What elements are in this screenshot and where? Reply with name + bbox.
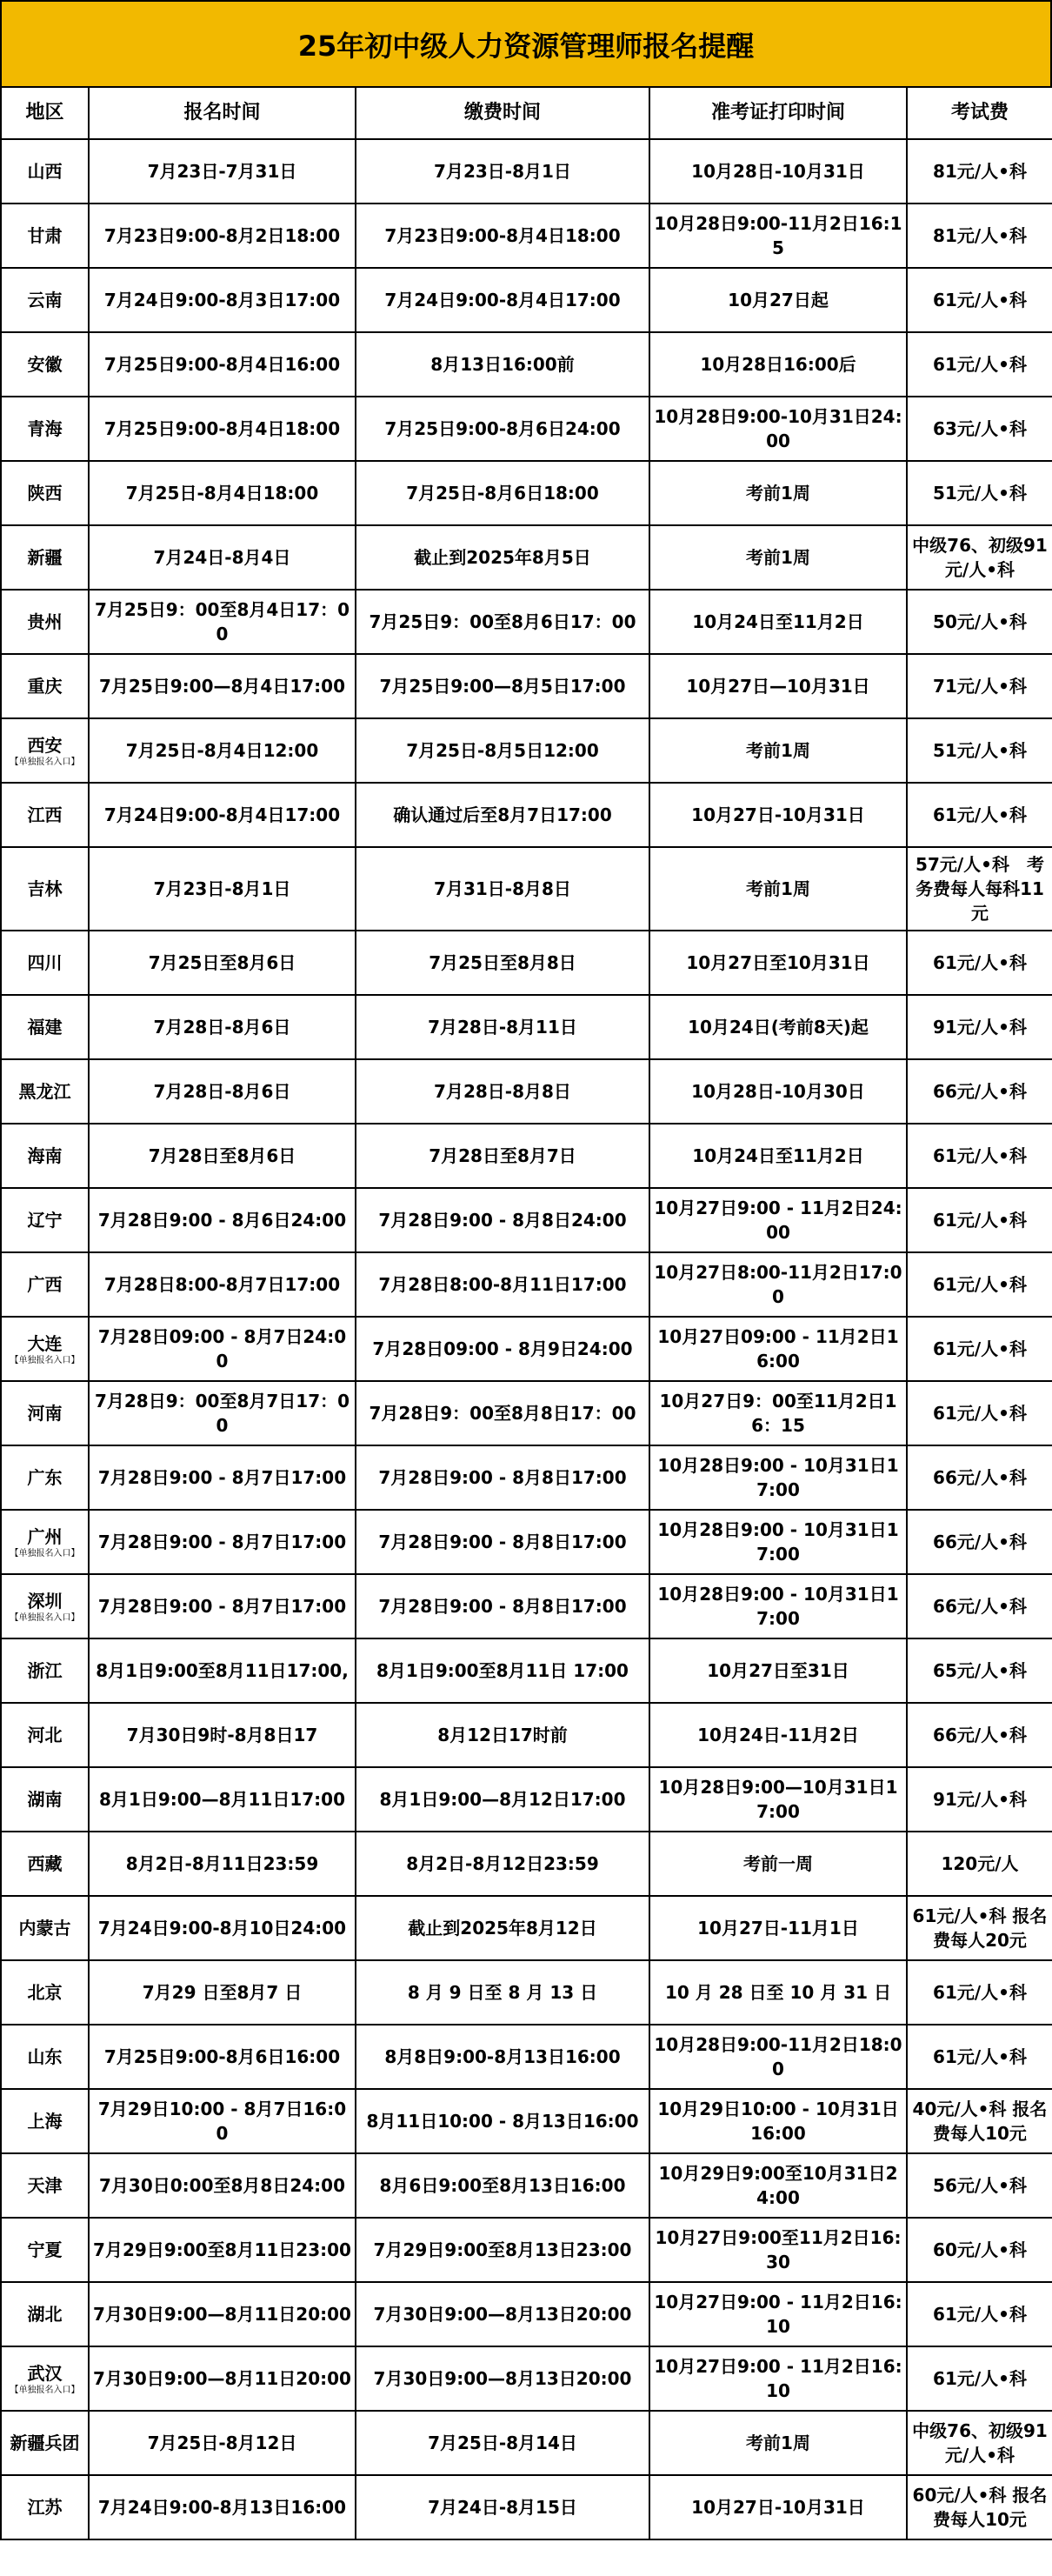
- region-name: 陕西: [27, 483, 63, 504]
- separate-registration-note: 【单独报名入口】: [10, 2386, 80, 2395]
- table-row: [1, 397, 1052, 461]
- cell-payment-time: 截止到2025年8月12日: [356, 1896, 649, 1960]
- cell-admission-print-time: 10月29日10:00 - 10月31日16:00: [649, 2089, 907, 2153]
- cell-exam-fee: 66元/人•科: [907, 1059, 1052, 1124]
- cell-payment-time: 7月31日-8月8日: [356, 847, 649, 931]
- table-row: [1, 1124, 1052, 1188]
- cell-exam-fee: 81元/人•科: [907, 139, 1052, 204]
- table-row: [1, 2089, 1052, 2153]
- cell-payment-time: 7月28日-8月8日: [356, 1059, 649, 1124]
- cell-region: [1, 1124, 89, 1188]
- region-name: 海南: [27, 1145, 63, 1166]
- cell-admission-print-time: 10月28日-10月31日: [649, 139, 907, 204]
- cell-region: [1, 2089, 89, 2153]
- cell-region: [1, 2282, 89, 2346]
- cell-registration-time: 7月30日9:00—8月11日20:00: [89, 2346, 356, 2411]
- region-name: 黑龙江: [18, 1081, 71, 1102]
- cell-admission-print-time: 10月27日9:00 - 11月2日16:10: [649, 2346, 907, 2411]
- table-row: [1, 2153, 1052, 2218]
- cell-region: [1, 332, 89, 397]
- table-row: [1, 1510, 1052, 1574]
- cell-payment-time: 7月28日至8月7日: [356, 1124, 649, 1188]
- cell-registration-time: 7月25日-8月4日12:00: [89, 718, 356, 783]
- cell-registration-time: 7月25日9:00-8月4日18:00: [89, 397, 356, 461]
- cell-payment-time: 7月25日至8月8日: [356, 931, 649, 995]
- cell-admission-print-time: 10月27日起: [649, 268, 907, 332]
- cell-payment-time: 8月11日10:00 - 8月13日16:00: [356, 2089, 649, 2153]
- cell-exam-fee: 61元/人•科: [907, 2346, 1052, 2411]
- cell-admission-print-time: 10月28日16:00后: [649, 332, 907, 397]
- table-row: [1, 783, 1052, 847]
- cell-region: [1, 268, 89, 332]
- table-body: [1, 139, 1052, 2539]
- cell-registration-time: 7月28日9:00 - 8月7日17:00: [89, 1574, 356, 1638]
- cell-registration-time: 7月25日9:00-8月4日16:00: [89, 332, 356, 397]
- cell-region: [1, 1767, 89, 1832]
- cell-registration-time: 7月25日-8月12日: [89, 2411, 356, 2475]
- region-name: 天津: [27, 2175, 63, 2196]
- header-admission-print-time: 准考证打印时间: [649, 87, 907, 139]
- region-name: 山西: [27, 161, 63, 182]
- cell-exam-fee: 61元/人•科: [907, 332, 1052, 397]
- cell-region: [1, 590, 89, 654]
- cell-admission-print-time: 10月28日9:00-10月31日24:00: [649, 397, 907, 461]
- cell-payment-time: 7月28日8:00-8月11日17:00: [356, 1252, 649, 1317]
- cell-registration-time: 7月28日8:00-8月7日17:00: [89, 1252, 356, 1317]
- cell-exam-fee: 60元/人•科 报名费每人10元: [907, 2475, 1052, 2539]
- cell-registration-time: 7月30日9时-8月8日17: [89, 1703, 356, 1767]
- table-row: [1, 2475, 1052, 2539]
- cell-registration-time: 7月30日9:00—8月11日20:00: [89, 2282, 356, 2346]
- cell-admission-print-time: 10月27日8:00-11月2日17:00: [649, 1252, 907, 1317]
- cell-admission-print-time: 10月27日至10月31日: [649, 931, 907, 995]
- cell-region: [1, 1896, 89, 1960]
- table-row: [1, 995, 1052, 1059]
- region-name: 福建: [27, 1017, 63, 1038]
- table-row: [1, 2218, 1052, 2282]
- cell-payment-time: 7月25日9:00—8月5日17:00: [356, 654, 649, 718]
- cell-exam-fee: 120元/人: [907, 1832, 1052, 1896]
- cell-region: [1, 1510, 89, 1574]
- cell-registration-time: 7月24日9:00-8月4日17:00: [89, 783, 356, 847]
- cell-payment-time: 7月28日9:00 - 8月8日17:00: [356, 1574, 649, 1638]
- header-region: 地区: [1, 87, 89, 139]
- cell-registration-time: 8月1日9:00至8月11日17:00,: [89, 1638, 356, 1703]
- table-row: [1, 461, 1052, 525]
- cell-exam-fee: 91元/人•科: [907, 1767, 1052, 1832]
- cell-exam-fee: 61元/人•科: [907, 931, 1052, 995]
- region-name: 深圳: [27, 1591, 63, 1612]
- table-row: [1, 1767, 1052, 1832]
- separate-registration-note: 【单独报名入口】: [10, 1356, 80, 1365]
- cell-region: [1, 1252, 89, 1317]
- cell-region: [1, 654, 89, 718]
- cell-admission-print-time: 考前1周: [649, 847, 907, 931]
- cell-registration-time: 7月28日09:00 - 8月7日24:00: [89, 1317, 356, 1381]
- cell-registration-time: 7月25日-8月4日18:00: [89, 461, 356, 525]
- cell-registration-time: 7月23日9:00-8月2日18:00: [89, 204, 356, 268]
- table-row: [1, 332, 1052, 397]
- cell-region: [1, 397, 89, 461]
- cell-registration-time: 7月24日9:00-8月10日24:00: [89, 1896, 356, 1960]
- cell-registration-time: 8月1日9:00—8月11日17:00: [89, 1767, 356, 1832]
- region-name: 贵州: [27, 611, 63, 632]
- region-name: 甘肃: [27, 225, 63, 246]
- cell-registration-time: 7月25日9：00至8月4日17：00: [89, 590, 356, 654]
- table-row: [1, 1059, 1052, 1124]
- table-row: [1, 1574, 1052, 1638]
- header-exam-fee: 考试费: [907, 87, 1052, 139]
- cell-registration-time: 7月29日9:00至8月11日23:00: [89, 2218, 356, 2282]
- region-name: 吉林: [27, 878, 63, 899]
- cell-admission-print-time: 10月27日-10月31日: [649, 783, 907, 847]
- region-name: 山东: [27, 2046, 63, 2067]
- cell-payment-time: 8月12日17时前: [356, 1703, 649, 1767]
- cell-region: [1, 783, 89, 847]
- cell-payment-time: 8月6日9:00至8月13日16:00: [356, 2153, 649, 2218]
- cell-region: [1, 2218, 89, 2282]
- page-title: 25年初中级人力资源管理师报名提醒: [0, 0, 1052, 86]
- cell-region: [1, 847, 89, 931]
- region-name: 安徽: [27, 354, 63, 375]
- cell-admission-print-time: 10月27日9:00至11月2日16:30: [649, 2218, 907, 2282]
- table-row: [1, 931, 1052, 995]
- cell-exam-fee: 61元/人•科: [907, 1124, 1052, 1188]
- cell-region: [1, 2346, 89, 2411]
- cell-region: [1, 1445, 89, 1510]
- cell-exam-fee: 81元/人•科: [907, 204, 1052, 268]
- cell-admission-print-time: 10 月 28 日至 10 月 31 日: [649, 1960, 907, 2025]
- cell-payment-time: 8月2日-8月12日23:59: [356, 1832, 649, 1896]
- cell-admission-print-time: 10月27日—10月31日: [649, 654, 907, 718]
- table-header-row: [1, 87, 1052, 139]
- cell-registration-time: 7月24日9:00-8月3日17:00: [89, 268, 356, 332]
- region-name: 广州: [27, 1526, 63, 1547]
- region-name: 宁夏: [27, 2239, 63, 2260]
- cell-payment-time: 7月28日9：00至8月8日17：00: [356, 1381, 649, 1445]
- cell-exam-fee: 66元/人•科: [907, 1510, 1052, 1574]
- cell-registration-time: 7月29 日至8月7 日: [89, 1960, 356, 2025]
- region-name: 内蒙古: [18, 1918, 71, 1939]
- cell-exam-fee: 61元/人•科 报名费每人20元: [907, 1896, 1052, 1960]
- cell-region: [1, 2475, 89, 2539]
- table-row: [1, 718, 1052, 783]
- cell-admission-print-time: 10月28日9:00 - 10月31日17:00: [649, 1510, 907, 1574]
- cell-registration-time: 7月28日9:00 - 8月6日24:00: [89, 1188, 356, 1252]
- region-name: 四川: [27, 952, 63, 973]
- cell-exam-fee: 91元/人•科: [907, 995, 1052, 1059]
- cell-exam-fee: 61元/人•科: [907, 1381, 1052, 1445]
- cell-admission-print-time: 10月28日-10月30日: [649, 1059, 907, 1124]
- cell-admission-print-time: 10月24日至11月2日: [649, 590, 907, 654]
- table-row: [1, 2411, 1052, 2475]
- cell-region: [1, 718, 89, 783]
- cell-exam-fee: 66元/人•科: [907, 1574, 1052, 1638]
- cell-exam-fee: 61元/人•科: [907, 1960, 1052, 2025]
- cell-registration-time: 7月28日至8月6日: [89, 1124, 356, 1188]
- cell-payment-time: 7月25日-8月14日: [356, 2411, 649, 2475]
- cell-exam-fee: 63元/人•科: [907, 397, 1052, 461]
- cell-exam-fee: 66元/人•科: [907, 1703, 1052, 1767]
- cell-payment-time: 7月28日9:00 - 8月8日17:00: [356, 1510, 649, 1574]
- cell-admission-print-time: 考前1周: [649, 2411, 907, 2475]
- cell-payment-time: 7月30日9:00—8月13日20:00: [356, 2282, 649, 2346]
- cell-exam-fee: 60元/人•科: [907, 2218, 1052, 2282]
- cell-registration-time: 7月23日-8月1日: [89, 847, 356, 931]
- cell-admission-print-time: 考前1周: [649, 461, 907, 525]
- cell-exam-fee: 50元/人•科: [907, 590, 1052, 654]
- cell-payment-time: 7月28日09:00 - 8月9日24:00: [356, 1317, 649, 1381]
- cell-region: [1, 931, 89, 995]
- cell-admission-print-time: 10月27日9:00 - 11月2日16:10: [649, 2282, 907, 2346]
- cell-registration-time: 7月28日9：00至8月7日17：00: [89, 1381, 356, 1445]
- region-name: 广西: [27, 1274, 63, 1295]
- cell-registration-time: 7月24日9:00-8月13日16:00: [89, 2475, 356, 2539]
- table-row: [1, 654, 1052, 718]
- cell-registration-time: 7月28日9:00 - 8月7日17:00: [89, 1445, 356, 1510]
- cell-region: [1, 2411, 89, 2475]
- region-name: 上海: [27, 2111, 63, 2132]
- cell-region: [1, 1832, 89, 1896]
- cell-payment-time: 8月1日9:00至8月11日 17:00: [356, 1638, 649, 1703]
- cell-exam-fee: 61元/人•科: [907, 1317, 1052, 1381]
- separate-registration-note: 【单独报名入口】: [10, 1613, 80, 1623]
- cell-exam-fee: 61元/人•科: [907, 268, 1052, 332]
- cell-exam-fee: 61元/人•科: [907, 1188, 1052, 1252]
- cell-registration-time: 7月25日9:00—8月4日17:00: [89, 654, 356, 718]
- region-name: 河南: [27, 1403, 63, 1424]
- cell-exam-fee: 40元/人•科 报名费每人10元: [907, 2089, 1052, 2153]
- cell-registration-time: 7月29日10:00 - 8月7日16:00: [89, 2089, 356, 2153]
- region-name: 重庆: [27, 676, 63, 697]
- table-row: [1, 268, 1052, 332]
- region-name: 浙江: [27, 1660, 63, 1681]
- separate-registration-note: 【单独报名入口】: [10, 1549, 80, 1558]
- cell-region: [1, 1381, 89, 1445]
- table-row: [1, 1638, 1052, 1703]
- cell-region: [1, 1574, 89, 1638]
- cell-exam-fee: 56元/人•科: [907, 2153, 1052, 2218]
- cell-region: [1, 204, 89, 268]
- region-name: 河北: [27, 1725, 63, 1745]
- cell-payment-time: 7月24日-8月15日: [356, 2475, 649, 2539]
- table-row: [1, 2346, 1052, 2411]
- cell-registration-time: 7月23日-7月31日: [89, 139, 356, 204]
- table-row: [1, 1317, 1052, 1381]
- cell-region: [1, 1960, 89, 2025]
- cell-registration-time: 7月28日-8月6日: [89, 995, 356, 1059]
- cell-admission-print-time: 10月28日9:00 - 10月31日17:00: [649, 1574, 907, 1638]
- table-row: [1, 847, 1052, 931]
- cell-registration-time: 7月28日9:00 - 8月7日17:00: [89, 1510, 356, 1574]
- cell-region: [1, 1059, 89, 1124]
- cell-payment-time: 截止到2025年8月5日: [356, 525, 649, 590]
- cell-registration-time: 7月28日-8月6日: [89, 1059, 356, 1124]
- cell-exam-fee: 61元/人•科: [907, 2025, 1052, 2089]
- region-name: 江苏: [27, 2497, 63, 2518]
- cell-payment-time: 8月8日9:00-8月13日16:00: [356, 2025, 649, 2089]
- cell-admission-print-time: 10月28日9:00-11月2日16:15: [649, 204, 907, 268]
- cell-admission-print-time: 10月27日-11月1日: [649, 1896, 907, 1960]
- cell-admission-print-time: 10月28日9:00—10月31日17:00: [649, 1767, 907, 1832]
- cell-region: [1, 1188, 89, 1252]
- cell-admission-print-time: 10月28日9:00-11月2日18:00: [649, 2025, 907, 2089]
- cell-payment-time: 7月29日9:00至8月13日23:00: [356, 2218, 649, 2282]
- cell-admission-print-time: 10月29日9:00至10月31日24:00: [649, 2153, 907, 2218]
- cell-admission-print-time: 10月24日-11月2日: [649, 1703, 907, 1767]
- cell-payment-time: 确认通过后至8月7日17:00: [356, 783, 649, 847]
- cell-payment-time: 7月25日9：00至8月6日17：00: [356, 590, 649, 654]
- cell-admission-print-time: 10月27日9：00至11月2日16：15: [649, 1381, 907, 1445]
- region-name: 西安: [27, 735, 63, 756]
- cell-payment-time: 7月28日9:00 - 8月8日24:00: [356, 1188, 649, 1252]
- cell-region: [1, 1317, 89, 1381]
- cell-admission-print-time: 10月27日-10月31日: [649, 2475, 907, 2539]
- cell-payment-time: 8月13日16:00前: [356, 332, 649, 397]
- cell-region: [1, 139, 89, 204]
- table-row: [1, 590, 1052, 654]
- cell-payment-time: 7月28日9:00 - 8月8日17:00: [356, 1445, 649, 1510]
- cell-admission-print-time: 10月28日9:00 - 10月31日17:00: [649, 1445, 907, 1510]
- table-row: [1, 1381, 1052, 1445]
- table-row: [1, 1188, 1052, 1252]
- region-name: 新疆兵团: [10, 2433, 80, 2453]
- cell-exam-fee: 65元/人•科: [907, 1638, 1052, 1703]
- cell-exam-fee: 61元/人•科: [907, 1252, 1052, 1317]
- cell-exam-fee: 66元/人•科: [907, 1445, 1052, 1510]
- region-name: 辽宁: [27, 1210, 63, 1231]
- cell-admission-print-time: 10月24日至11月2日: [649, 1124, 907, 1188]
- region-name: 广东: [27, 1467, 63, 1488]
- table-row: [1, 139, 1052, 204]
- cell-registration-time: 8月2日-8月11日23:59: [89, 1832, 356, 1896]
- table-row: [1, 1445, 1052, 1510]
- table-row: [1, 1252, 1052, 1317]
- region-name: 湖北: [27, 2304, 63, 2325]
- cell-payment-time: 8 月 9 日至 8 月 13 日: [356, 1960, 649, 2025]
- cell-admission-print-time: 考前1周: [649, 718, 907, 783]
- cell-exam-fee: 51元/人•科: [907, 461, 1052, 525]
- cell-admission-print-time: 10月27日09:00 - 11月2日16:00: [649, 1317, 907, 1381]
- cell-region: [1, 525, 89, 590]
- cell-admission-print-time: 10月27日9:00 - 11月2日24:00: [649, 1188, 907, 1252]
- cell-exam-fee: 51元/人•科: [907, 718, 1052, 783]
- table-row: [1, 1703, 1052, 1767]
- separate-registration-note: 【单独报名入口】: [10, 757, 80, 767]
- region-name: 西藏: [27, 1853, 63, 1874]
- registration-table: [0, 86, 1052, 2540]
- table-row: [1, 1896, 1052, 1960]
- cell-region: [1, 2153, 89, 2218]
- cell-payment-time: 7月30日9:00—8月13日20:00: [356, 2346, 649, 2411]
- cell-exam-fee: 中级76、初级91元/人•科: [907, 2411, 1052, 2475]
- region-name: 新疆: [27, 547, 63, 568]
- region-name: 北京: [27, 1982, 63, 2003]
- cell-region: [1, 1703, 89, 1767]
- cell-admission-print-time: 10月24日(考前8天)起: [649, 995, 907, 1059]
- cell-registration-time: 7月30日0:00至8月8日24:00: [89, 2153, 356, 2218]
- cell-payment-time: 8月1日9:00—8月12日17:00: [356, 1767, 649, 1832]
- cell-payment-time: 7月23日9:00-8月4日18:00: [356, 204, 649, 268]
- cell-exam-fee: 中级76、初级91元/人•科: [907, 525, 1052, 590]
- cell-admission-print-time: 考前一周: [649, 1832, 907, 1896]
- cell-exam-fee: 61元/人•科: [907, 783, 1052, 847]
- cell-payment-time: 7月24日9:00-8月4日17:00: [356, 268, 649, 332]
- region-name: 武汉: [27, 2363, 63, 2384]
- region-name: 大连: [27, 1333, 63, 1354]
- region-name: 云南: [27, 290, 63, 310]
- cell-registration-time: 7月25日9:00-8月6日16:00: [89, 2025, 356, 2089]
- header-registration-time: 报名时间: [89, 87, 356, 139]
- cell-payment-time: 7月23日-8月1日: [356, 139, 649, 204]
- table-row: [1, 204, 1052, 268]
- cell-payment-time: 7月25日-8月6日18:00: [356, 461, 649, 525]
- table-row: [1, 1832, 1052, 1896]
- cell-registration-time: 7月25日至8月6日: [89, 931, 356, 995]
- cell-exam-fee: 61元/人•科: [907, 2282, 1052, 2346]
- table-row: [1, 1960, 1052, 2025]
- cell-payment-time: 7月25日9:00-8月6日24:00: [356, 397, 649, 461]
- cell-admission-print-time: 考前1周: [649, 525, 907, 590]
- table-row: [1, 2025, 1052, 2089]
- region-name: 江西: [27, 804, 63, 825]
- cell-registration-time: 7月24日-8月4日: [89, 525, 356, 590]
- region-name: 湖南: [27, 1789, 63, 1810]
- cell-exam-fee: 71元/人•科: [907, 654, 1052, 718]
- region-name: 青海: [27, 418, 63, 439]
- cell-region: [1, 1638, 89, 1703]
- cell-exam-fee: 57元/人•科 考务费每人每科11元: [907, 847, 1052, 931]
- cell-payment-time: 7月25日-8月5日12:00: [356, 718, 649, 783]
- table-row: [1, 2282, 1052, 2346]
- cell-region: [1, 461, 89, 525]
- cell-region: [1, 2025, 89, 2089]
- table-row: [1, 525, 1052, 590]
- header-payment-time: 缴费时间: [356, 87, 649, 139]
- cell-region: [1, 995, 89, 1059]
- cell-payment-time: 7月28日-8月11日: [356, 995, 649, 1059]
- cell-admission-print-time: 10月27日至31日: [649, 1638, 907, 1703]
